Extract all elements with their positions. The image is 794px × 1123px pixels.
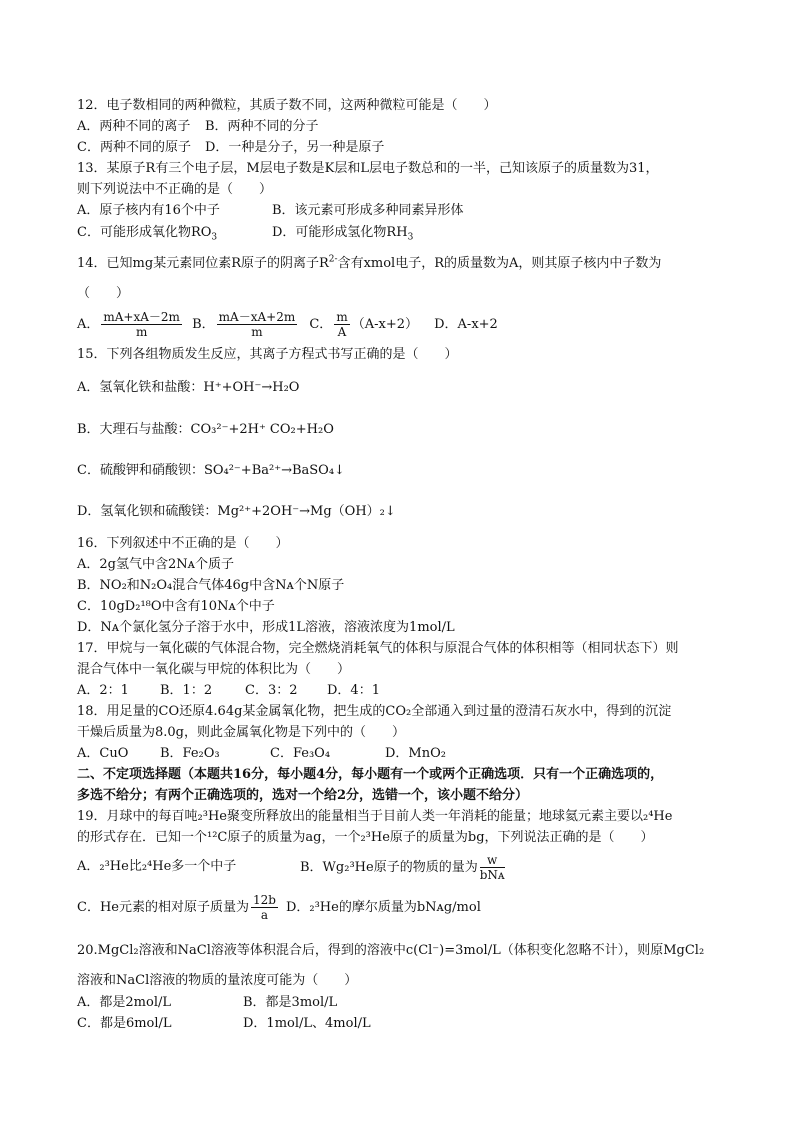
q12-option-b: B．两种不同的分子 [205,119,319,134]
q16-option-d: D．Nᴀ个氯化氢分子溶于水中，形成1L溶液，溶液浓度为1mol/L [77,620,455,635]
q12-stem: 12．电子数相同的两种微粒，其质子数不同，这两种微粒可能是（ ） [77,98,497,113]
q17-option-c: C．3：2 [245,683,298,698]
q16-stem: 16．下列叙述中不正确的是（ ） [77,536,289,551]
q17-stem-line2: 混合气体中一氧化碳与甲烷的体积比为（ ） [77,662,351,677]
q18-option-c: C．Fe₃O₄ [270,746,331,761]
q14-stem: 14．已知mg某元素同位素R原子的阴离子$R^{2-}$含有xmol电子，R的质量数为A，则其原子核内中子数为 [77,254,662,271]
q12-option-d: D．一种是分子，另一种是原子 [205,140,385,155]
q19-stem-line2: 的形式存在．已知一个¹²C原子的质量为ag，一个₂³He原子的质量为bg，下列说法正确的是（ ） [77,830,654,845]
q14-option-c-label: C． [309,317,333,332]
q14-option-d: D．A-x+2 [434,317,498,332]
q14-option-a-fraction: $\frac{mA+xA-2m}{m}$ [103,310,180,339]
q17-stem-line1: 17．甲烷与一氧化碳的气体混合物，完全燃烧消耗氧气的体积与原混合气体的体积相等（相同状态下）则 [77,641,679,656]
q18-option-b: B．Fe₂O₃ [160,746,220,761]
q12-option-a: A．两种不同的离子 [77,119,191,134]
q19-option-a: A．₂³He比₂⁴He多一个中子 [77,859,237,874]
q14-option-b-fraction: $\frac{mA-xA+2m}{m}$ [218,310,296,339]
q14-option-a-label: A． [77,317,100,332]
q13-option-a: A．原子核内有16个中子 [77,203,220,218]
q18-option-a: A．CuO [77,746,129,761]
q17-option-a: A．2：1 [77,683,129,698]
q20-option-b: B．都是3mol/L [243,995,338,1010]
q16-option-b: B．NO₂和N₂O₄混合气体46g中含Nᴀ个N原子 [77,578,345,593]
q20-option-c: C．都是6mol/L [77,1016,172,1031]
q14-options: A． $\frac{mA+xA-2m}{m}$ B． $\frac{mA-xA+2m}{m}$ C． $\frac{m}{A}$ （A-x+2） D．A-x+2 [77,310,498,339]
q20-stem-line2: 溶液和NaCl溶液的物质的量浓度可能为（ ） [77,973,358,988]
q13-stem-line2: 则下列说法中不正确的是（ ） [77,182,273,197]
q17-option-b: B．1：2 [160,683,213,698]
q17-option-d: D．4：1 [327,683,380,698]
q13-option-c: C．可能形成氧化物$RO_3$ [77,225,218,243]
q16-option-a: A．2g氢气中含2Nᴀ个质子 [77,557,234,572]
q15-option-c: C．硫酸钾和硝酸钡：SO₄²⁻+Ba²⁺→BaSO₄↓ [77,463,345,478]
q20-option-d: D．1mol/L、4mol/L [243,1016,371,1031]
q12-option-c: C．两种不同的原子 [77,140,191,155]
q14-paren: （ ） [77,286,130,301]
q19-stem-line1: 19．月球中的每百吨₂³He聚变所释放出的能量相当于目前人类一年消耗的能量；地球氦元素主要以₂⁴He [77,809,673,824]
q20-stem-line1: 20.MgCl₂溶液和NaCl溶液等体积混合后，得到的溶液中c(Cl⁻)=3mol/L（体积变化忽略不计），则原MgCl₂ [77,943,705,958]
q18-option-d: D．MnO₂ [385,746,446,761]
q19-option-d: D．₂³He的摩尔质量为bNᴀg/mol [285,900,481,915]
q15-option-d: D．氢氧化钡和硫酸镁：Mg²⁺+2OH⁻→Mg（OH）₂↓ [77,504,396,519]
q13-option-b: B．该元素可形成多种同素异形体 [272,203,464,218]
q15-option-a: A．氢氧化铁和盐酸：H⁺+OH⁻→H₂O [77,380,300,395]
q13-stem-line1: 13．某原子R有三个电子层，M层电子数是K层和L层电子数总和的一半，己知该原子的质量数为31， [77,161,659,176]
q20-option-a: A．都是2mol/L [77,995,171,1010]
q14-option-b-label: B． [192,317,215,332]
q19-option-b-fraction: $\frac{w}{\text{bNᴀ}}$ [479,853,505,882]
section2-heading-line2: 多选不给分；有两个正确选项的，选对一个给2分，选错一个，该小题不给分） [77,788,529,803]
q19-option-c-fraction: $\frac{12b}{a}$ [252,893,276,922]
q14-option-c-fraction: $\frac{m}{A}$ [336,310,348,339]
q16-option-c: C．10gD₂¹⁸O中含有10Nᴀ个中子 [77,599,275,614]
section2-heading-line1: 二、不定项选择题（本题共16分，每小题4分，每小题有一个或两个正确选项．只有一个正确选项的， [77,767,664,782]
q18-stem-line2: 干燥后质量为8.0g，则此金属氧化物是下列中的（ ） [77,725,405,740]
q15-option-b: B．大理石与盐酸：CO₃²⁻+2H⁺ CO₂+H₂O [77,422,334,437]
q15-stem: 15．下列各组物质发生反应，其离子方程式书写正确的是（ ） [77,347,458,362]
q13-option-d: D．可能形成氢化物$RH_3$ [272,225,414,243]
q19-option-c: C．He元素的相对原子质量为 $\frac{12b}{a}$ D．₂³He的摩尔质量为bNᴀg/mol [77,893,481,922]
q19-option-b: B．Wg₂³He原子的物质的量为 $\frac{w}{\text{bNᴀ}}$ [300,853,505,882]
q18-stem-line1: 18．用足量的CO还原4.64g某金属氧化物，把生成的CO₂全部通入到过量的澄清石灰水中，得到的沉淀 [77,704,672,719]
